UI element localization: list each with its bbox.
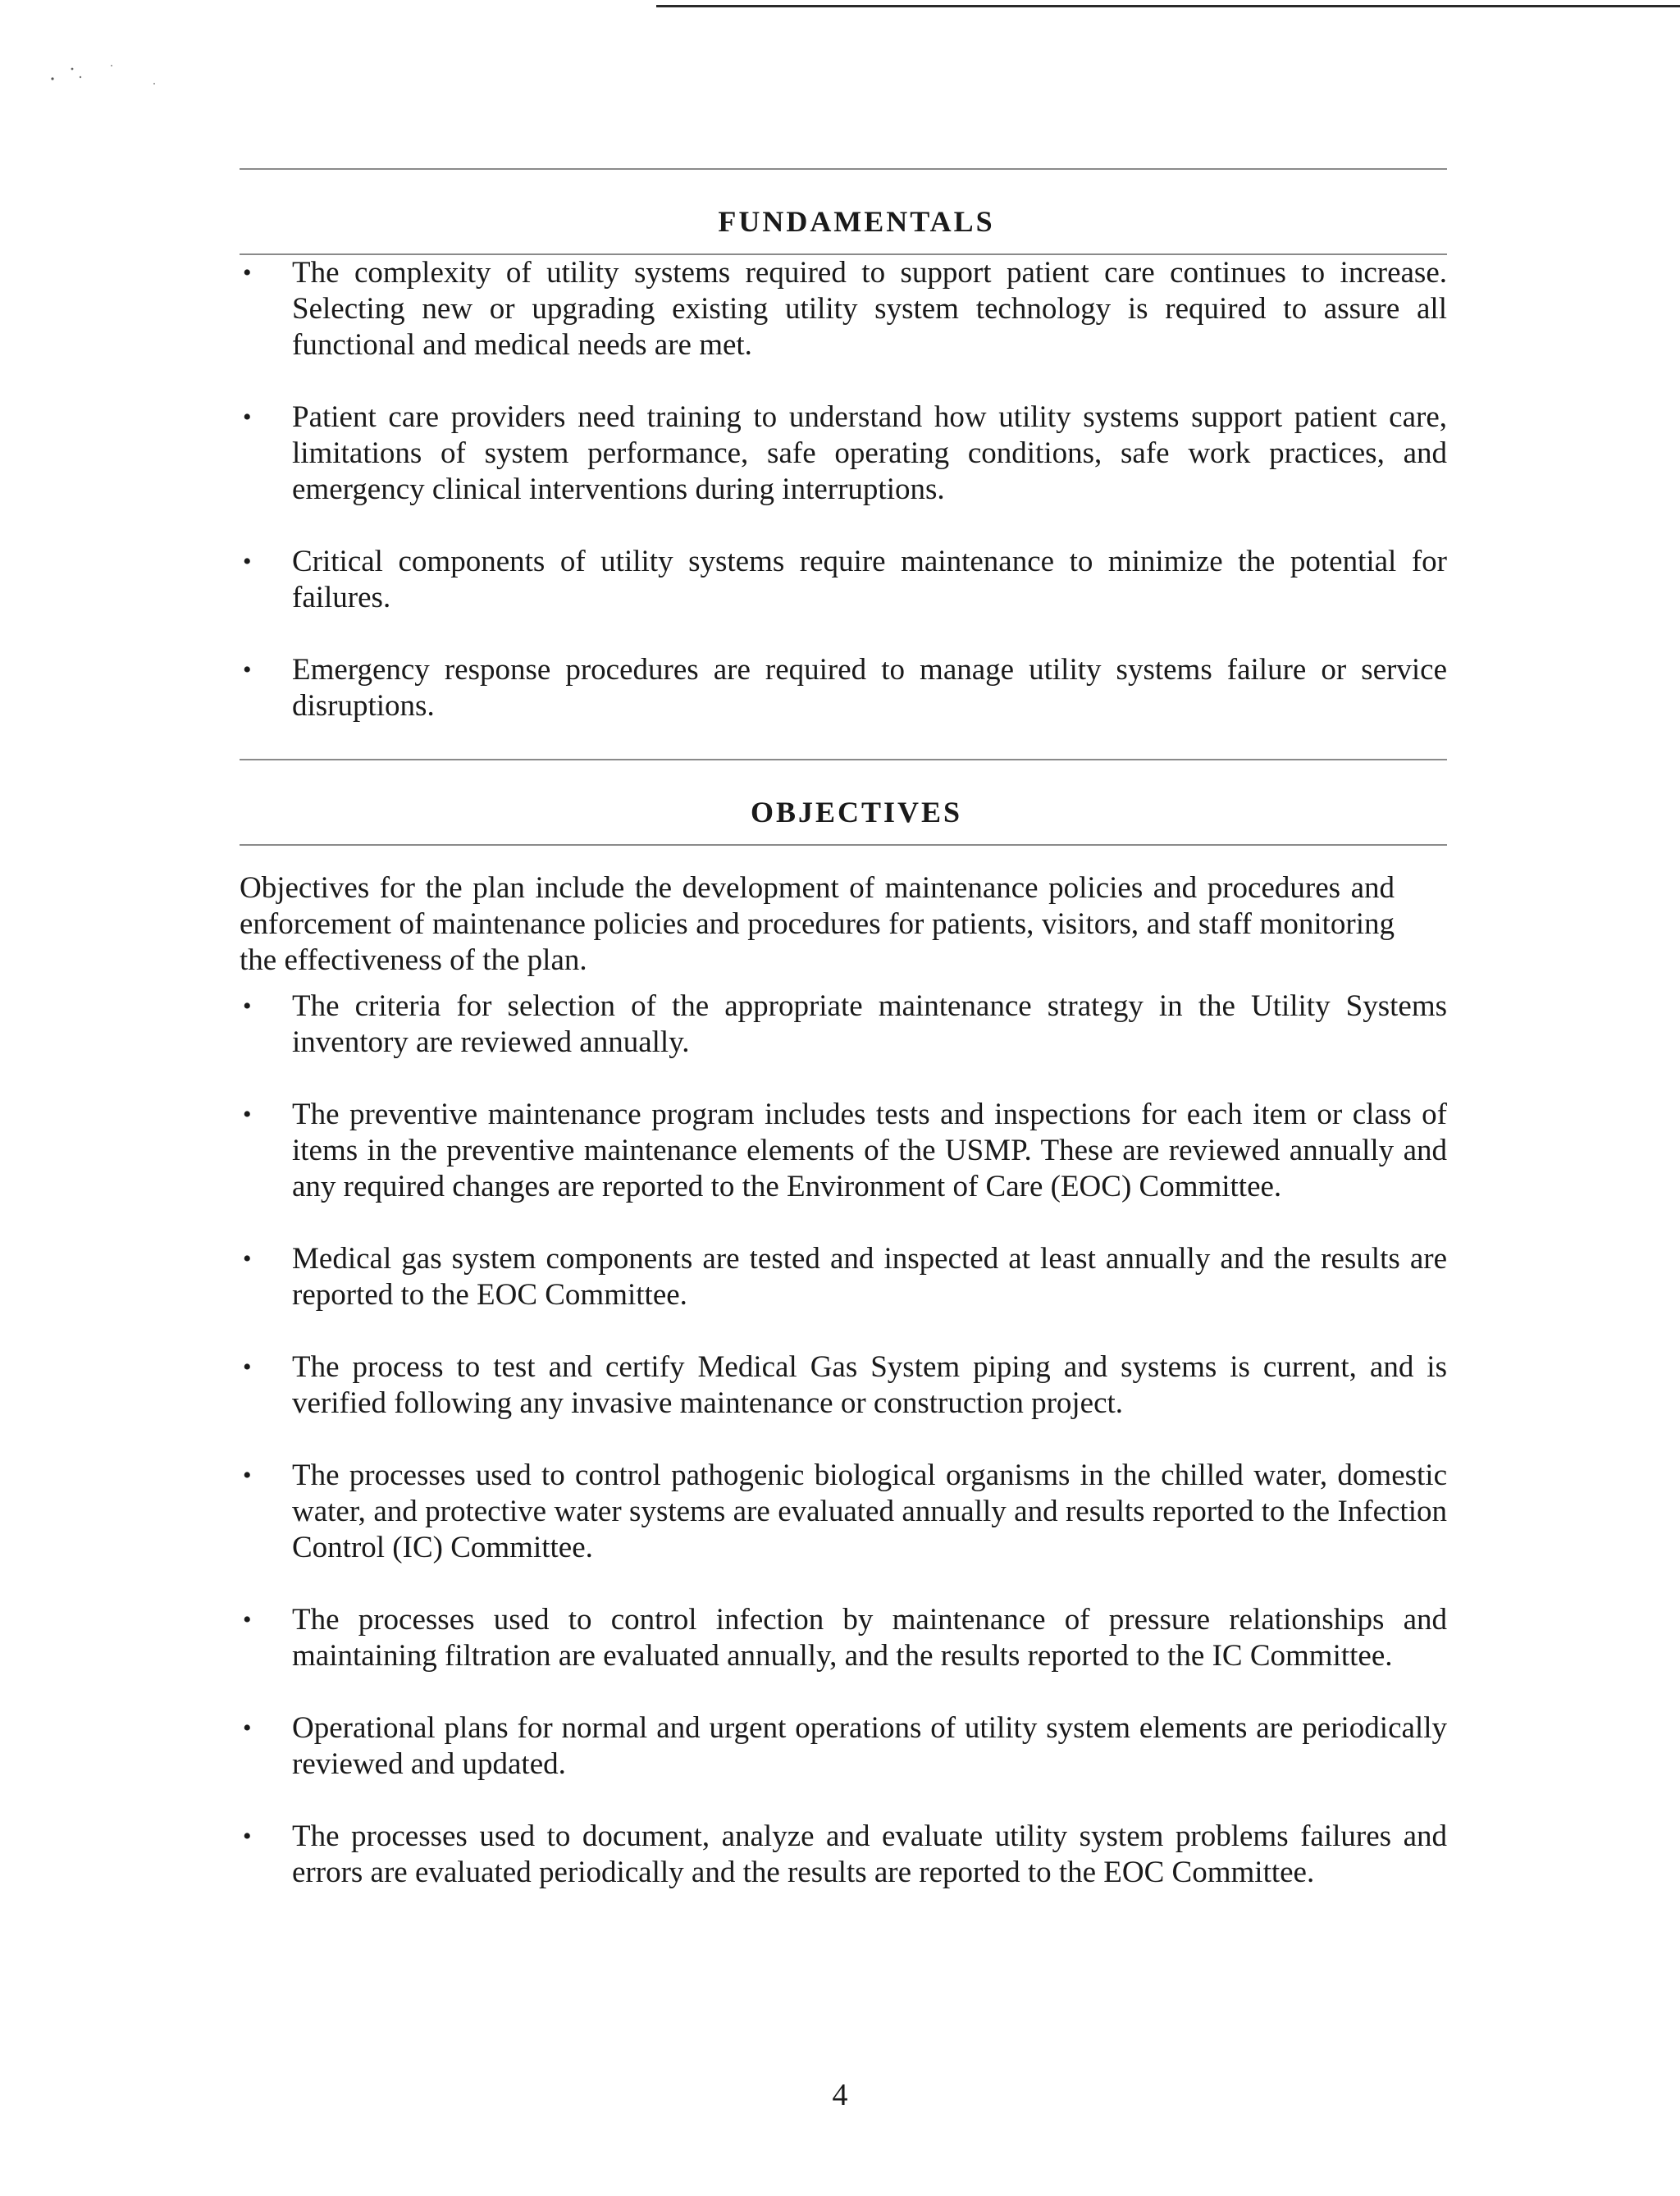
fundamentals-heading: FUNDAMENTALS [718, 205, 995, 238]
bullet-dot: • [243, 1245, 252, 1272]
objectives-item [240, 988, 1447, 1061]
objectives-list [240, 988, 1447, 1891]
objectives-item [240, 1458, 1447, 1566]
objectives-item [240, 1819, 1447, 1891]
fundamentals-item [240, 399, 1447, 508]
fundamentals-item-text: The complexity of utility systems required to support patient care continues to increase. Selecting new or upgrading existing utility system technology is required to assure all functional and medical needs are met. [292, 256, 1447, 362]
objectives-item-text: The processes used to control infection by maintenance of pressure relationships and maintaining filtration are evaluated annually, and the results reported to the IC Committee. [292, 1603, 1447, 1673]
objectives-item-text: The preventive maintenance program includes tests and inspections for each item or class of items in the preventive maintenance elements of the USMP. These are reviewed annually and any required changes are reported to the Environment of Care (EOC) Committee. [292, 1098, 1447, 1203]
objectives-item [240, 1710, 1447, 1783]
fundamentals-item [240, 255, 1447, 363]
objectives-item-text: The processes used to document, analyze and evaluate utility system problems failures and errors are evaluated periodically and the results are reported to the EOC Committee. [292, 1819, 1447, 1889]
document-page [240, 168, 1447, 1891]
scan-specks [48, 59, 162, 92]
objectives-item [240, 1602, 1447, 1674]
fundamentals-item-text: Patient care providers need training to understand how utility systems support patient care, limitations of system performance, safe operating conditions, safe work practices, and emergency clinical interventions during interruptions. [292, 400, 1447, 506]
bullet-dot: • [243, 259, 252, 286]
bullet-dot: • [243, 1462, 252, 1489]
objectives-heading: OBJECTIVES [750, 796, 963, 829]
page-number: 4 [832, 2078, 848, 2112]
objectives-item-text: The process to test and certify Medical Gas System piping and systems is current, and is verified following any invasive maintenance or construction project. [292, 1350, 1447, 1420]
objectives-item [240, 1097, 1447, 1205]
objectives-item-text: The criteria for selection of the appropriate maintenance strategy in the Utility Systems inventory are reviewed annually. [292, 989, 1447, 1059]
objectives-item [240, 1241, 1447, 1313]
bullet-dot: • [243, 1606, 252, 1633]
objectives-item-text: Operational plans for normal and urgent operations of utility system elements are periodically reviewed and updated. [292, 1711, 1447, 1781]
bullet-dot: • [243, 1101, 252, 1128]
fundamentals-item [240, 652, 1447, 724]
objectives-intro: Objectives for the plan include the development of maintenance policies and procedures and enforcement of maintenance policies and procedures for patients, visitors, and staff monitoring the effectiveness of the plan. [240, 871, 1395, 977]
fundamentals-item-text: Emergency response procedures are required to manage utility systems failure or service disruptions. [292, 653, 1447, 723]
objectives-item [240, 1349, 1447, 1422]
bullet-dot: • [243, 404, 252, 431]
bullet-dot: • [243, 656, 252, 683]
scan-top-edge-line [656, 5, 1680, 7]
bullet-dot: • [243, 1714, 252, 1742]
section-divider-bottom [240, 844, 1447, 846]
objectives-item-text: Medical gas system components are tested and inspected at least annually and the results are reported to the EOC Committee. [292, 1242, 1447, 1312]
objectives-item-text: The processes used to control pathogenic biological organisms in the chilled water, domestic water, and protective water systems are evaluated annually and results reported to the Infection Control (IC) Committee. [292, 1459, 1447, 1564]
fundamentals-item [240, 544, 1447, 616]
bullet-dot: • [243, 993, 252, 1020]
bullet-dot: • [243, 1354, 252, 1381]
bullet-dot: • [243, 1823, 252, 1850]
bullet-dot: • [243, 548, 252, 575]
fundamentals-item-text: Critical components of utility systems require maintenance to minimize the potential for failures. [292, 545, 1447, 614]
fundamentals-list [240, 255, 1447, 724]
